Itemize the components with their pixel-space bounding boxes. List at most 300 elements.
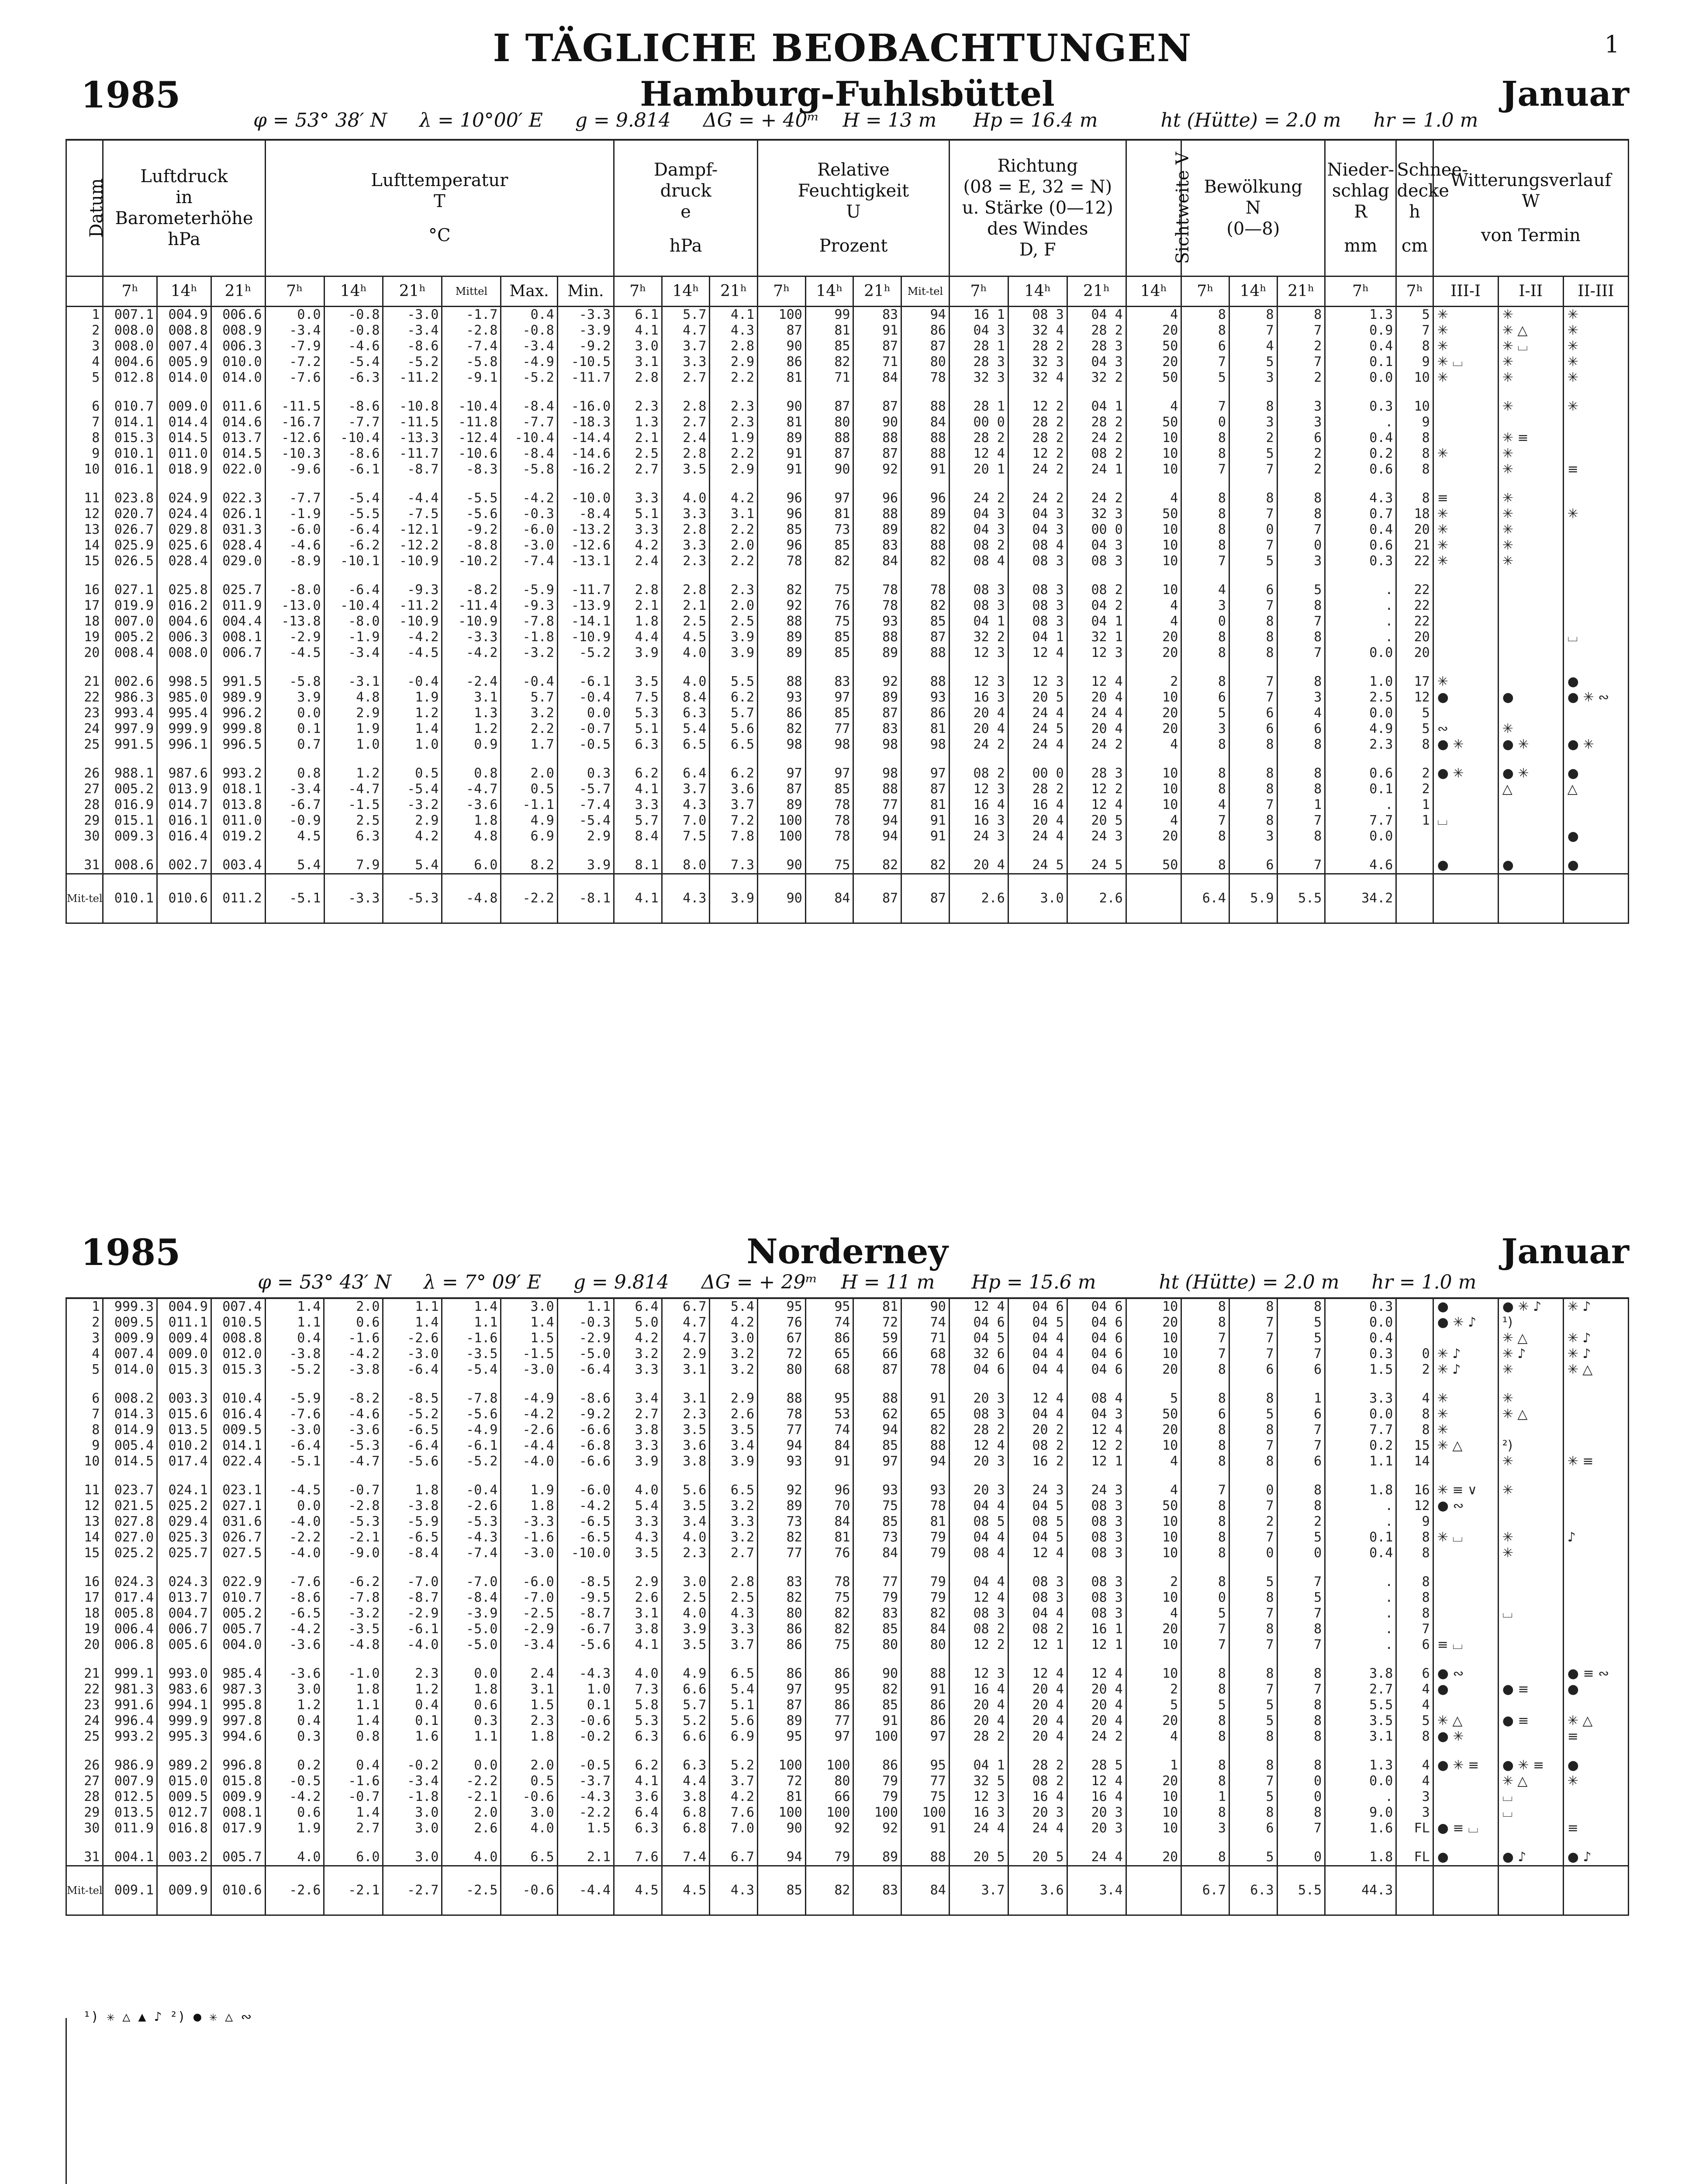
humidity-cell: 86: [758, 1637, 806, 1653]
cloud-cell: 6: [1229, 1362, 1277, 1378]
data-table: [66, 1299, 1629, 1916]
cloud-cell: 8: [1181, 1805, 1229, 1821]
vapour-cell: 5.2: [662, 1713, 710, 1729]
spacer-cell: [1229, 661, 1277, 674]
wind-cell: 28 3: [949, 354, 1008, 370]
spacer-cell: [710, 1836, 758, 1849]
page-heading: I TÄGLICHE BEOBACHTUNGEN: [493, 26, 1192, 70]
temperature-cell: -8.2: [324, 1391, 383, 1406]
cloud-cell: 7: [1277, 1438, 1325, 1454]
min-cell: -5.4: [557, 813, 614, 829]
spacer-cell: [853, 569, 901, 582]
pressure-cell: 008.1: [211, 629, 265, 645]
cloud-cell: 0: [1181, 415, 1229, 430]
humidity-cell: 84: [853, 1545, 901, 1561]
visibility-cell: 20: [1126, 705, 1181, 721]
humidity-cell: 84: [853, 370, 901, 386]
temperature-cell: -5.5: [324, 506, 383, 522]
spacer-cell: [1277, 1653, 1325, 1666]
temperature-cell: -11.7: [383, 446, 442, 462]
min-cell: -16.0: [557, 399, 614, 415]
snow-cell: 22: [1396, 598, 1433, 614]
humidity-cell: 93: [853, 614, 901, 629]
vapour-cell: 2.6: [710, 1406, 758, 1422]
temperature-cell: -9.6: [265, 462, 324, 477]
table-row: [66, 1530, 1629, 1545]
snow-cell: 2: [1396, 1362, 1433, 1378]
temperature-cell: -5.1: [265, 874, 324, 923]
spacer-cell: [614, 1469, 662, 1482]
table-row: [66, 339, 1629, 354]
max-cell: 2.0: [501, 766, 557, 781]
pressure-cell: 014.6: [211, 415, 265, 430]
wind-cell: 08 3: [1008, 582, 1067, 598]
cloud-cell: 6: [1229, 857, 1277, 874]
weather-cell: [1498, 1621, 1563, 1637]
humidity-cell: 96: [805, 1482, 853, 1498]
temperature-cell: -5.9: [383, 1514, 442, 1530]
temperature-cell: -6.5: [383, 1530, 442, 1545]
weather-cell: ✳: [1433, 323, 1498, 339]
coord-h: H = 11 m: [841, 1271, 935, 1293]
temperature-cell: -4.4: [383, 491, 442, 506]
time-header: 7ʰ: [1396, 276, 1433, 306]
vapour-cell: 4.2: [614, 1330, 662, 1346]
min-cell: -2.9: [557, 1330, 614, 1346]
cloud-cell: 2: [1277, 1514, 1325, 1530]
precip-cell: 2.7: [1325, 1682, 1396, 1697]
pressure-cell: 016.9: [103, 797, 157, 813]
spacer-cell: [66, 844, 103, 857]
temperature-cell: -1.5: [324, 797, 383, 813]
vapour-cell: 2.8: [662, 446, 710, 462]
spacer-cell: [1126, 1378, 1181, 1391]
vapour-cell: 7.2: [710, 813, 758, 829]
spacer-row: [66, 661, 1629, 674]
weather-cell: ● ✳ ♪: [1433, 1315, 1498, 1330]
precip-cell: 1.3: [1325, 1758, 1396, 1773]
spacer-cell: [1008, 477, 1067, 491]
table-row: [66, 690, 1629, 705]
wind-cell: 04 6: [1067, 1299, 1126, 1315]
data-table: [66, 141, 1629, 924]
wind-cell: 20 3: [949, 1391, 1008, 1406]
table-row: [66, 1498, 1629, 1514]
wind-cell: 12 4: [949, 1299, 1008, 1315]
cloud-cell: 8: [1229, 645, 1277, 661]
humidity-cell: 85: [853, 1438, 901, 1454]
weather-cell: [1433, 582, 1498, 598]
humidity-cell: 88: [758, 614, 806, 629]
humidity-cell: 94: [758, 1849, 806, 1866]
weather-cell: [1563, 553, 1628, 569]
visibility-cell: 10: [1126, 1530, 1181, 1545]
vapour-cell: 2.4: [662, 430, 710, 446]
wind-cell: 12 1: [1067, 1637, 1126, 1653]
vapour-cell: 2.1: [614, 598, 662, 614]
humidity-cell: 80: [853, 1637, 901, 1653]
cloud-cell: 3: [1181, 721, 1229, 737]
pressure-cell: 006.3: [211, 339, 265, 354]
spacer-cell: [211, 1561, 265, 1574]
humidity-cell: 75: [805, 857, 853, 874]
vapour-cell: 2.3: [614, 399, 662, 415]
precip-cell: 2.5: [1325, 690, 1396, 705]
spacer-cell: [1325, 1378, 1396, 1391]
temperature-cell: -6.4: [383, 1438, 442, 1454]
temperature-cell: -7.6: [265, 1574, 324, 1590]
wind-cell: 08 4: [949, 553, 1008, 569]
spacer-cell: [1277, 753, 1325, 766]
max-cell: -3.4: [501, 339, 557, 354]
cloud-cell: 6: [1229, 582, 1277, 598]
cloud-cell: 7: [1181, 399, 1229, 415]
cloud-cell: 0: [1277, 1849, 1325, 1866]
cloud-cell: 4: [1277, 705, 1325, 721]
day-cell: 13: [66, 1514, 103, 1530]
vapour-cell: 3.5: [662, 1637, 710, 1653]
precip-cell: .: [1325, 797, 1396, 813]
humidity-cell: 89: [758, 797, 806, 813]
weather-cell: [1498, 1590, 1563, 1606]
weather-cell: [1563, 1498, 1628, 1514]
mean-row: [66, 874, 1629, 923]
vapour-cell: 5.4: [614, 1498, 662, 1514]
wind-cell: 24 3: [1067, 1482, 1126, 1498]
humidity-cell: 82: [758, 1530, 806, 1545]
temperature-cell: -5.2: [265, 1362, 324, 1378]
humidity-cell: 79: [853, 1773, 901, 1789]
pressure-cell: 016.8: [157, 1821, 211, 1836]
temperature-cell: -3.9: [442, 1606, 501, 1621]
snow-cell: 21: [1396, 538, 1433, 553]
wind-cell: 08 3: [1008, 306, 1067, 323]
temperature-cell: -6.2: [324, 538, 383, 553]
humidity-cell: 89: [853, 690, 901, 705]
temperature-cell: -2.6: [383, 1330, 442, 1346]
cloud-cell: 7: [1277, 857, 1325, 874]
humidity-cell: 95: [758, 1299, 806, 1315]
visibility-cell: 10: [1126, 1299, 1181, 1315]
wind-cell: 24 4: [1008, 705, 1067, 721]
wind-cell: 32 3: [1067, 506, 1126, 522]
max-cell: -9.3: [501, 598, 557, 614]
vapour-cell: 4.3: [614, 1530, 662, 1545]
cloud-cell: 2: [1229, 430, 1277, 446]
humidity-cell: 87: [853, 399, 901, 415]
humidity-cell: 72: [758, 1346, 806, 1362]
max-cell: -7.8: [501, 614, 557, 629]
vapour-cell: 6.3: [614, 1821, 662, 1836]
vapour-cell: 2.5: [710, 1590, 758, 1606]
spacer-cell: [211, 477, 265, 491]
temperature-cell: 0.0: [265, 705, 324, 721]
spacer-cell: [557, 1745, 614, 1758]
spacer-cell: [1498, 753, 1563, 766]
vapour-cell: 3.3: [614, 522, 662, 538]
humidity-cell: 84: [853, 553, 901, 569]
table-row: [66, 1606, 1629, 1621]
temperature-cell: -7.7: [265, 491, 324, 506]
table-row: [66, 323, 1629, 339]
weather-cell: ✳ ♪: [1563, 1330, 1628, 1346]
max-cell: -6.0: [501, 522, 557, 538]
spacer-cell: [211, 386, 265, 399]
cloud-cell: 8: [1181, 1713, 1229, 1729]
visibility-cell: [1126, 874, 1181, 923]
vapour-cell: 2.3: [662, 553, 710, 569]
snow-header-line: h: [1409, 202, 1420, 222]
vapour-cell: 4.3: [662, 797, 710, 813]
cloud-cell: 8: [1277, 781, 1325, 797]
vapour-cell: 2.9: [710, 1391, 758, 1406]
wind-cell: 04 6: [949, 1362, 1008, 1378]
vapour-cell: 5.5: [710, 674, 758, 690]
vapour-cell: 3.2: [614, 1346, 662, 1362]
spacer-cell: [442, 753, 501, 766]
humidity-cell: 95: [805, 1299, 853, 1315]
temperature-cell: -3.0: [383, 1346, 442, 1362]
temperature-cell: -4.2: [442, 645, 501, 661]
time-header: Min.: [557, 276, 614, 306]
min-cell: -10.5: [557, 354, 614, 370]
spacer-cell: [1277, 1745, 1325, 1758]
cloud-cell: 8: [1277, 1482, 1325, 1498]
visibility-cell: 10: [1126, 582, 1181, 598]
vapour-cell: 2.8: [662, 522, 710, 538]
wind-cell: 08 4: [1067, 1391, 1126, 1406]
weather-cell: ● ✳ ∾: [1563, 690, 1628, 705]
spacer-cell: [1181, 1836, 1229, 1849]
max-cell: -1.5: [501, 1346, 557, 1362]
cloud-cell: 8: [1277, 491, 1325, 506]
table-row: [66, 737, 1629, 753]
pressure-cell: 994.1: [157, 1697, 211, 1713]
humidity-cell: 96: [758, 506, 806, 522]
spacer-cell: [157, 1469, 211, 1482]
temperature-cell: -4.7: [324, 781, 383, 797]
pressure-cell: 008.2: [103, 1391, 157, 1406]
temperature-cell: -4.6: [324, 1406, 383, 1422]
snow-cell: 5: [1396, 705, 1433, 721]
snow-cell: 8: [1396, 339, 1433, 354]
wind-cell: 28 1: [949, 339, 1008, 354]
humidity-cell: 100: [853, 1805, 901, 1821]
time-header: 14ʰ: [1229, 276, 1277, 306]
humidity-cell: 82: [805, 354, 853, 370]
vapour-cell: 3.3: [614, 1362, 662, 1378]
pressure-cell: 008.0: [103, 323, 157, 339]
spacer-cell: [710, 1745, 758, 1758]
snow-cell: 6: [1396, 1637, 1433, 1653]
wind-cell: 04 4: [949, 1498, 1008, 1514]
weather-cell: ✳: [1433, 553, 1498, 569]
temperature-cell: -5.4: [324, 491, 383, 506]
spacer-row: [66, 477, 1629, 491]
weather-cell: ● ≡: [1498, 1682, 1563, 1697]
visibility-cell: 4: [1126, 1482, 1181, 1498]
spacer-cell: [614, 1745, 662, 1758]
max-cell: 1.8: [501, 1498, 557, 1514]
max-cell: -3.0: [501, 1362, 557, 1378]
spacer-cell: [1229, 1378, 1277, 1391]
visibility-header: [1126, 141, 1193, 276]
temperature-cell: -1.6: [442, 1330, 501, 1346]
spacer-cell: [1325, 477, 1396, 491]
temperature-cell: -3.0: [383, 306, 442, 323]
cloud-cell: 6: [1277, 1362, 1325, 1378]
temperature-cell: -10.8: [383, 399, 442, 415]
vapour-cell: 4.2: [710, 491, 758, 506]
day-cell: 13: [66, 522, 103, 538]
weather-cell: ●: [1563, 674, 1628, 690]
cloud-cell: 8: [1181, 1666, 1229, 1682]
pressure-cell: 999.3: [103, 1299, 157, 1315]
humidity-cell: 83: [853, 538, 901, 553]
snow-cell: [1396, 857, 1433, 874]
spacer-cell: [1277, 386, 1325, 399]
vapour-cell: 5.1: [614, 506, 662, 522]
vapour-cell: 2.7: [710, 1545, 758, 1561]
table-row: [66, 1789, 1629, 1805]
time-header: 21ʰ: [853, 276, 901, 306]
humidity-cell: 81: [901, 721, 950, 737]
temperature-cell: -3.4: [324, 645, 383, 661]
temperature-cell: 1.8: [442, 813, 501, 829]
spacer-cell: [1325, 1561, 1396, 1574]
humidity-cell: 89: [758, 1498, 806, 1514]
spacer-cell: [1396, 753, 1433, 766]
pressure-cell: 004.6: [157, 614, 211, 629]
temperature-cell: -7.2: [265, 354, 324, 370]
table-row: [66, 1697, 1629, 1713]
cloud-cell: 8: [1277, 1299, 1325, 1315]
pressure-cell: 983.6: [157, 1682, 211, 1697]
wind-cell: 24 4: [1008, 829, 1067, 844]
wind-cell: 04 5: [1008, 1315, 1067, 1330]
temperature-cell: -7.0: [383, 1574, 442, 1590]
spacer-cell: [103, 569, 157, 582]
snow-cell: 7: [1396, 1621, 1433, 1637]
humidity-cell: 98: [758, 737, 806, 753]
humidity-cell: 88: [758, 1391, 806, 1406]
humidity-cell: 87: [758, 1697, 806, 1713]
temperature-cell: 0.3: [442, 1713, 501, 1729]
cloud-cell: 8: [1181, 1849, 1229, 1866]
max-cell: -4.0: [501, 1454, 557, 1469]
vapour-cell: 3.3: [662, 506, 710, 522]
weather-cell: ✳: [1498, 1482, 1563, 1498]
wind-cell: 24 3: [1008, 1482, 1067, 1498]
spacer-cell: [383, 1561, 442, 1574]
temperature-cell: -8.3: [442, 462, 501, 477]
spacer-cell: [1396, 477, 1433, 491]
pressure-cell: 011.0: [157, 446, 211, 462]
weather-cell: [1433, 629, 1498, 645]
temperature-cell: -5.9: [265, 1391, 324, 1406]
weather-cell: ✳: [1498, 1391, 1563, 1406]
humidity-cell: 87: [853, 339, 901, 354]
weather-cell: [1498, 629, 1563, 645]
spacer-cell: [1325, 753, 1396, 766]
weather-cell: ✳: [1433, 674, 1498, 690]
cloud-cell: 6: [1277, 1406, 1325, 1422]
cloud-cell: 7: [1277, 645, 1325, 661]
pressure-cell: 009.9: [103, 1330, 157, 1346]
cloud-cell: 3: [1277, 690, 1325, 705]
precip-cell: 1.0: [1325, 674, 1396, 690]
spacer-cell: [157, 1378, 211, 1391]
mean-row: [66, 1866, 1629, 1915]
time-header: 21ʰ: [383, 276, 442, 306]
vapour-cell: 6.4: [662, 766, 710, 781]
wind-cell: 28 3: [1067, 766, 1126, 781]
spacer-cell: [442, 386, 501, 399]
vapour-cell: 3.6: [614, 1789, 662, 1805]
humidity-header-line: Relative: [817, 160, 890, 180]
visibility-cell: 10: [1126, 797, 1181, 813]
humidity-header: [758, 141, 950, 276]
spacer-cell: [614, 569, 662, 582]
temperature-cell: -5.2: [383, 1406, 442, 1422]
spacer-cell: [1181, 477, 1229, 491]
cloud-cell: 7: [1277, 1821, 1325, 1836]
temperature-cell: -4.0: [383, 1637, 442, 1653]
cloud-cell: 0: [1181, 1590, 1229, 1606]
time-header: Mit-tel: [901, 276, 950, 306]
max-cell: 3.2: [501, 705, 557, 721]
cloud-cell: 7: [1181, 1637, 1229, 1653]
humidity-cell: 81: [901, 797, 950, 813]
spacer-cell: [1229, 569, 1277, 582]
cloud-cell: 4: [1229, 339, 1277, 354]
temperature-cell: -5.2: [383, 354, 442, 370]
spacer-cell: [805, 844, 853, 857]
cloud-cell: 0: [1229, 522, 1277, 538]
max-cell: -4.2: [501, 491, 557, 506]
cloud-cell: 8: [1181, 323, 1229, 339]
wind-cell: 04 6: [1067, 1315, 1126, 1330]
temperature-cell: 7.9: [324, 857, 383, 874]
pressure-cell: 014.3: [103, 1406, 157, 1422]
precip-header-line: schlag: [1332, 181, 1389, 201]
temperature-cell: 1.6: [383, 1729, 442, 1745]
weather-cell: ✳: [1563, 323, 1628, 339]
day-cell: 10: [66, 1454, 103, 1469]
wind-cell: 24 4: [1067, 705, 1126, 721]
vapour-cell: 5.8: [614, 1697, 662, 1713]
temperature-cell: -4.2: [265, 1789, 324, 1805]
spacer-cell: [1067, 386, 1126, 399]
pressure-cell: 027.1: [211, 1498, 265, 1514]
min-cell: -4.4: [557, 1866, 614, 1915]
coord-hp: Hp = 16.4 m: [973, 109, 1098, 131]
cloud-cell: 8: [1181, 1299, 1229, 1315]
vapour-cell: 2.0: [710, 598, 758, 614]
weather-cell: ✳: [1498, 462, 1563, 477]
spacer-cell: [1229, 386, 1277, 399]
time-header: [66, 276, 103, 306]
day-cell: 15: [66, 1545, 103, 1561]
temperature-header-line: T: [434, 191, 445, 212]
temperature-cell: -5.0: [442, 1637, 501, 1653]
vapour-cell: 3.3: [710, 1621, 758, 1637]
cloud-cell: 0: [1277, 1789, 1325, 1805]
station-year: 1985: [81, 1232, 181, 1274]
visibility-cell: 10: [1126, 690, 1181, 705]
vapour-cell: 4.0: [614, 1666, 662, 1682]
vapour-pressure-header-line: druck: [660, 181, 711, 201]
